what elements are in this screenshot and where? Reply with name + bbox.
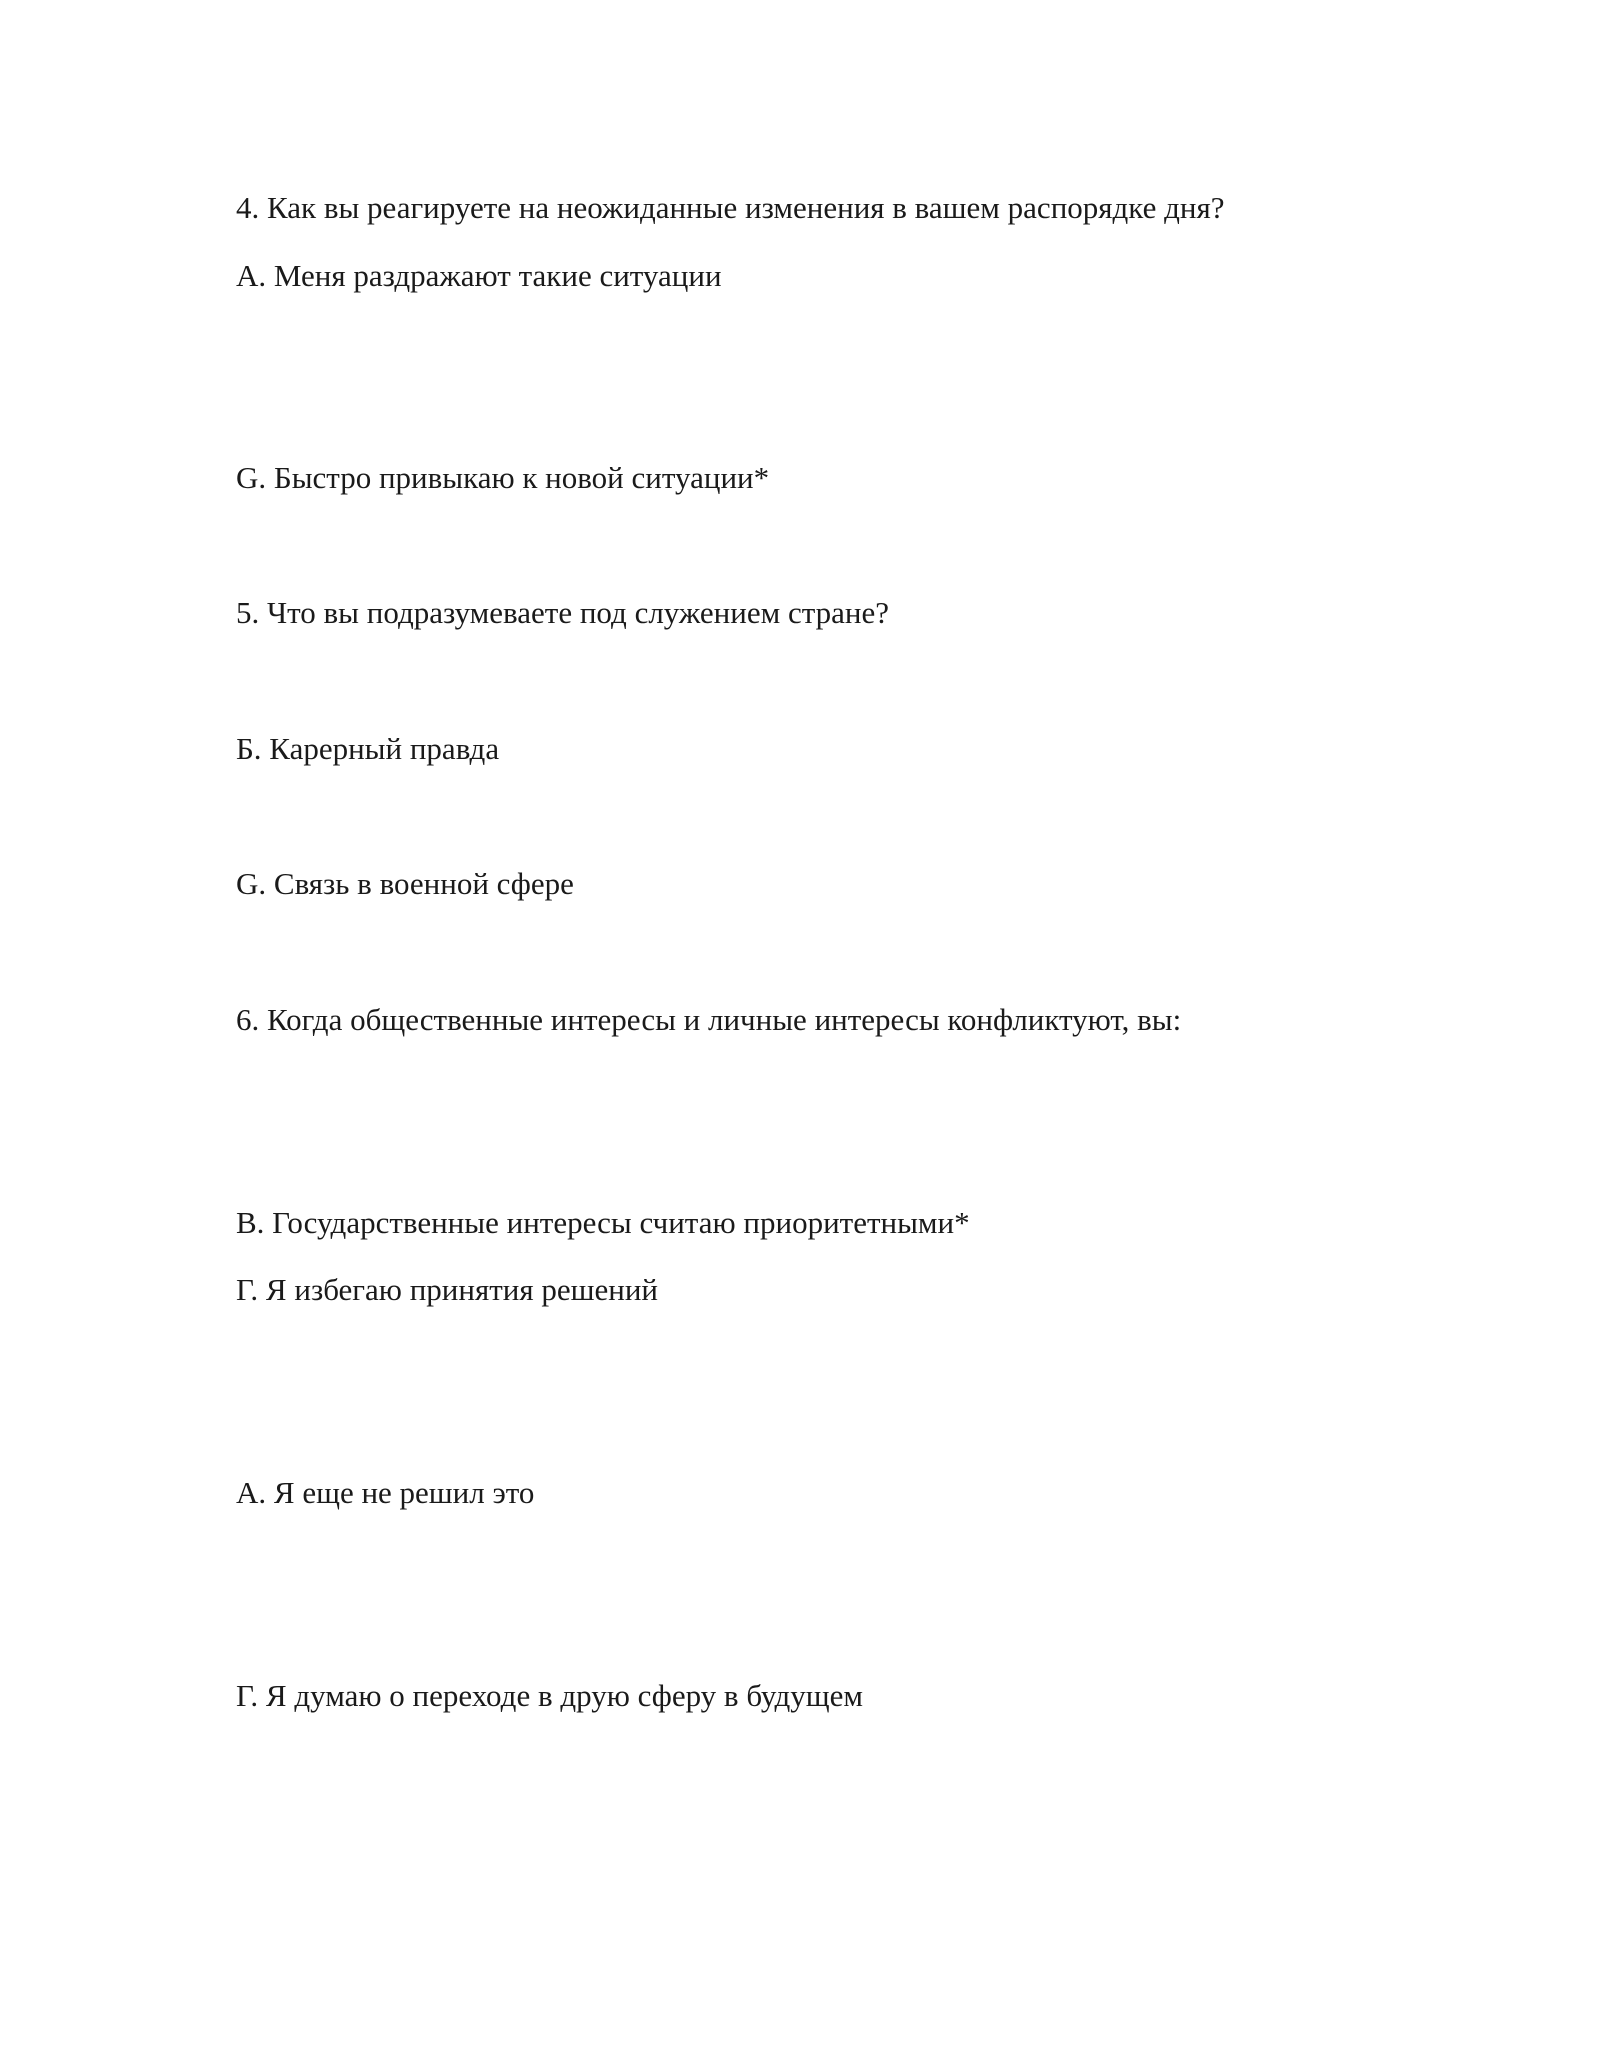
- answer-option: А. Меня раздражают такие ситуации: [236, 258, 722, 293]
- question-4: 4. Как вы реагируете на неожиданные изменения в вашем распорядке дня?: [236, 190, 1225, 225]
- answer-option: Б. Карерный правда: [236, 731, 500, 766]
- question-6: 6. Когда общественные интересы и личные интересы конфликтуют, вы:: [236, 1002, 1182, 1037]
- answer-option: А. Я еще не решил это: [236, 1475, 535, 1510]
- answer-option: Г. Я думаю о переходе в друю сферу в будущем: [236, 1678, 863, 1713]
- answer-option: G. Связь в военной сфере: [236, 866, 574, 901]
- answer-option-marked: G. Быстро привыкаю к новой ситуации*: [236, 460, 770, 495]
- answer-option-marked: В. Государственные интересы считаю приоритетными*: [236, 1205, 970, 1240]
- answer-option: Г. Я избегаю принятия решений: [236, 1272, 659, 1307]
- question-5: 5. Что вы подразумеваете под служением стране?: [236, 595, 890, 630]
